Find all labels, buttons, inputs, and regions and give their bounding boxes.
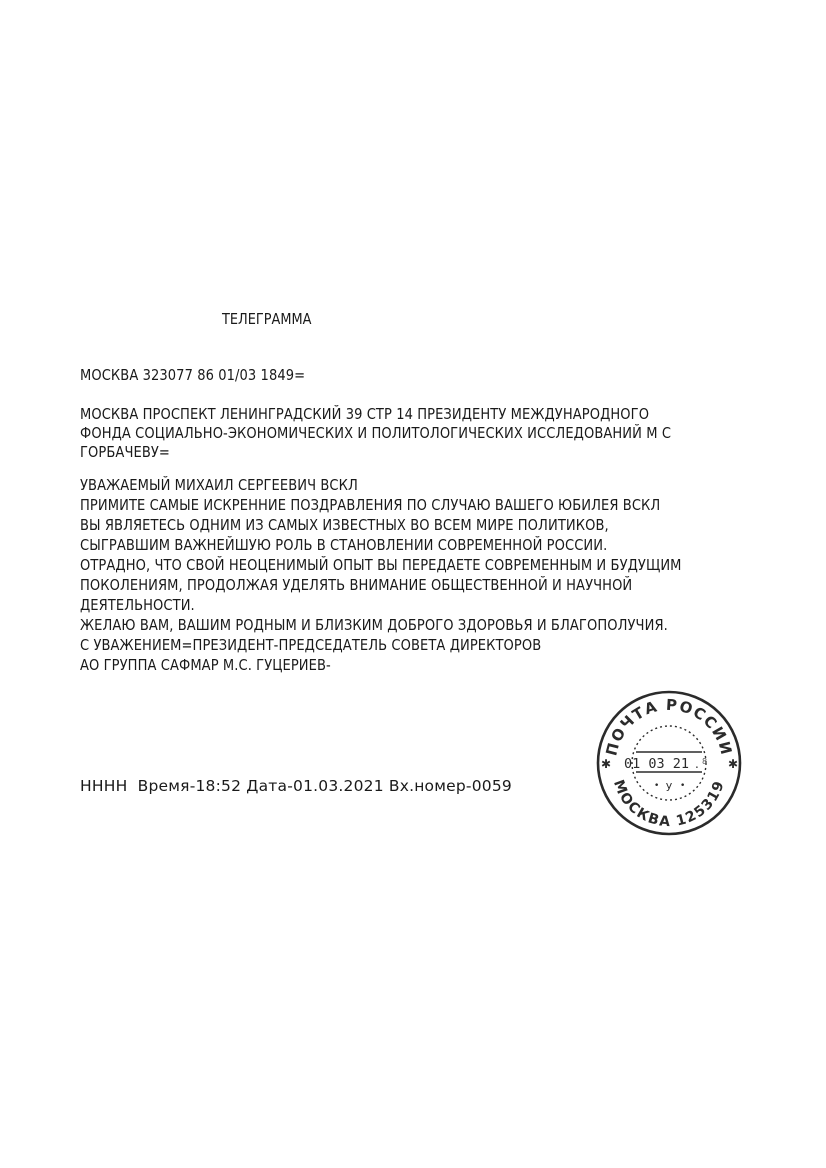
stamp-star-right: ✱: [728, 757, 739, 771]
address-line: ФОНДА СОЦИАЛЬНО-ЭКОНОМИЧЕСКИХ И ПОЛИТОЛОГИЧЕСКИХ ИССЛЕДОВАНИЙ М С: [80, 424, 672, 442]
address-line: МОСКВА ПРОСПЕКТ ЛЕНИНГРАДСКИЙ 39 СТР 14 ПРЕЗИДЕНТУ МЕЖДУНАРОДНОГО: [80, 405, 650, 423]
service-line: МОСКВА 323077 86 01/03 1849=: [80, 366, 306, 384]
svg-text:ПОЧТА РОССИИ: [602, 696, 735, 758]
stamp-date-suffix: 8: [702, 757, 708, 766]
body-line: СЫГРАВШИМ ВАЖНЕЙШУЮ РОЛЬ В СТАНОВЛЕНИИ СОВРЕМЕННОЙ РОССИИ.: [80, 536, 608, 554]
greeting-line: УВАЖАЕМЫЙ МИХАИЛ СЕРГЕЕВИЧ ВСКЛ: [80, 476, 358, 494]
body-line: ПРИМИТЕ САМЫЕ ИСКРЕННИЕ ПОЗДРАВЛЕНИЯ ПО СЛУЧАЮ ВАШЕГО ЮБИЛЕЯ ВСКЛ: [80, 496, 661, 514]
stamp-date: 01 03 21: [624, 756, 690, 772]
stamp-star-left: ✱: [601, 757, 612, 771]
delivery-footer: НННН Время-18:52 Дата-01.03.2021 Вх.номер-0059: [80, 777, 512, 795]
body-line: ОТРАДНО, ЧТО СВОЙ НЕОЦЕНИМЫЙ ОПЫТ ВЫ ПЕРЕДАЕТЕ СОВРЕМЕННЫМ И БУДУЩИМ: [80, 556, 682, 574]
address-line: ГОРБАЧЕВУ=: [80, 443, 170, 461]
body-line: ЖЕЛАЮ ВАМ, ВАШИМ РОДНЫМ И БЛИЗКИМ ДОБРОГО ЗДОРОВЬЯ И БЛАГОПОЛУЧИЯ.: [80, 616, 668, 634]
telegram-title: ТЕЛЕГРАММА: [222, 310, 312, 328]
stamp-letter: у: [665, 779, 673, 792]
svg-text:•: •: [654, 781, 660, 791]
stamp-bottom-text: МОСКВА 125319: [609, 777, 728, 831]
signature-line: АО ГРУППА САФМАР М.С. ГУЦЕРИЕВ-: [80, 656, 331, 674]
postal-stamp: [594, 688, 744, 838]
stamp-top-text: ПОЧТА РОССИИ: [602, 695, 736, 758]
body-line: ДЕЯТЕЛЬНОСТИ.: [80, 596, 195, 614]
signature-line: С УВАЖЕНИЕМ=ПРЕЗИДЕНТ-ПРЕДСЕДАТЕЛЬ СОВЕТА ДИРЕКТОРОВ: [80, 636, 542, 654]
body-line: ВЫ ЯВЛЯЕТЕСЬ ОДНИМ ИЗ САМЫХ ИЗВЕСТНЫХ ВО ВСЕМ МИРЕ ПОЛИТИКОВ,: [80, 516, 609, 534]
svg-text:.: .: [695, 757, 699, 771]
postal-stamp-icon: [594, 688, 744, 838]
svg-text:•: •: [680, 781, 686, 791]
body-line: ПОКОЛЕНИЯМ, ПРОДОЛЖАЯ УДЕЛЯТЬ ВНИМАНИЕ ОБЩЕСТВЕННОЙ И НАУЧНОЙ: [80, 576, 633, 594]
